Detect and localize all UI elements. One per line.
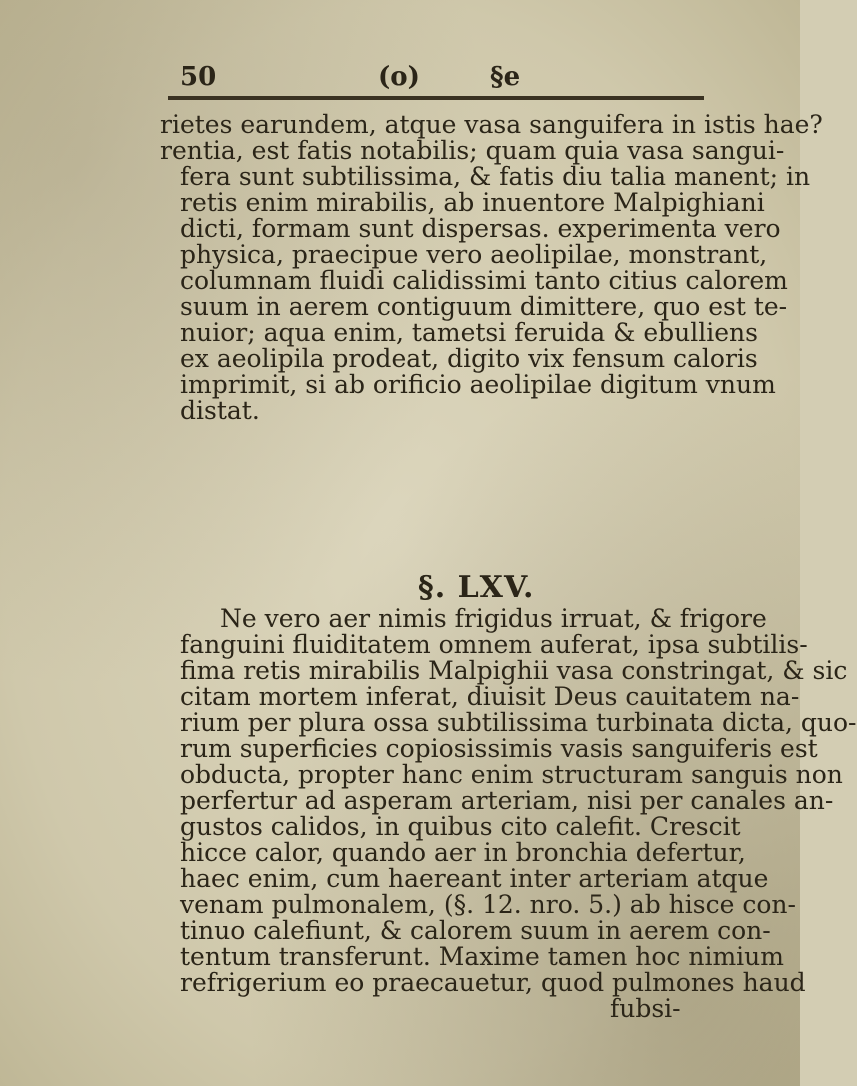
text-line: columnam fluidi calidissimi tanto citius calorem — [180, 266, 788, 295]
header-rule — [168, 96, 704, 100]
text-line: distat. — [180, 396, 260, 425]
text-line: citam mortem inferat, diuisit Deus cauitatem na- — [180, 682, 800, 711]
signature-mark: (o) — [378, 62, 420, 92]
text-line: fima retis mirabilis Malpighii vasa constringat, & sic — [180, 656, 848, 685]
paragraph-section-65 — [160, 604, 857, 1023]
text-line: fera sunt subtilissima, & fatis diu talia manent; in — [180, 162, 811, 191]
paragraph-continued — [160, 110, 823, 425]
text-line: ex aeolipila prodeat, digito vix fensum caloris — [180, 344, 758, 373]
text-line: venam pulmonalem, (§. 12. nro. 5.) ab hisce con- — [180, 890, 796, 919]
text-line: hicce calor, quando aer in bronchia defertur, — [180, 838, 746, 867]
text-line: Ne vero aer nimis frigidus irruat, & frigore — [220, 604, 767, 633]
header-mark: §e — [490, 62, 521, 92]
text-line: haec enim, cum haereant inter arteriam atque — [180, 864, 769, 893]
text-line: suum in aerem contiguum dimittere, quo est te- — [180, 292, 788, 321]
text-line: gustos calidos, in quibus cito calefit. Crescit — [180, 812, 741, 841]
text-line: physica, praecipue vero aeolipilae, monstrant, — [180, 240, 768, 269]
catchword: fubsi- — [610, 994, 681, 1023]
text-line: tinuo calefiunt, & calorem suum in aerem con- — [180, 916, 771, 945]
running-header — [150, 62, 710, 94]
text-line: perfertur ad asperam arteriam, nisi per canales an- — [180, 786, 834, 815]
text-line: rietes earundem, atque vasa sanguifera in istis hae? — [160, 110, 823, 139]
text-line: imprimit, si ab orificio aeolipilae digitum vnum — [180, 370, 776, 399]
text-line: dicti, formam sunt dispersas. experimenta vero — [180, 214, 781, 243]
page-number: 50 — [180, 62, 217, 92]
text-line: rentia, est fatis notabilis; quam quia vasa sangui- — [160, 136, 785, 165]
text-line: tentum transferunt. Maxime tamen hoc nimium — [180, 942, 784, 971]
text-line: refrigerium eo praecauetur, quod pulmones haud — [180, 968, 806, 997]
text-line: rum superficies copiosissimis vasis sanguiferis est — [180, 734, 818, 763]
text-line: obducta, propter hanc enim structuram sanguis non — [180, 760, 843, 789]
text-line: nuior; aqua enim, tametsi feruida & ebulliens — [180, 318, 758, 347]
section-heading: §. LXV. — [418, 570, 535, 605]
text-line: retis enim mirabilis, ab inuentore Malpighiani — [180, 188, 765, 217]
text-line: rium per plura ossa subtilissima turbinata dicta, quo- — [180, 708, 857, 737]
text-line: fanguini fluiditatem omnem auferat, ipsa subtilis- — [180, 630, 808, 659]
